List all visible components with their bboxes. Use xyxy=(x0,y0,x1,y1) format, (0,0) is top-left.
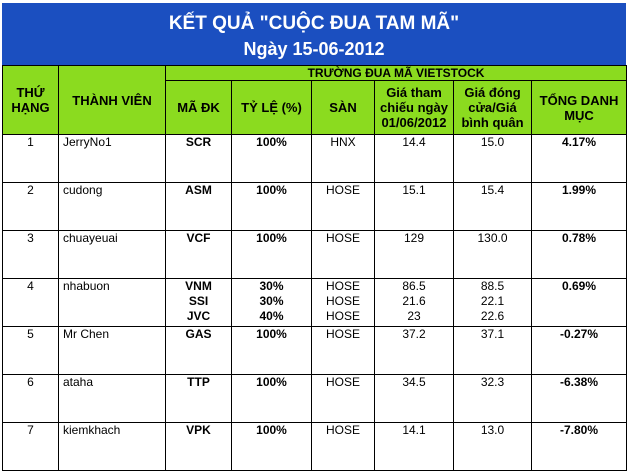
close-price-value: 15.4 xyxy=(480,183,505,197)
ticker-value: VNM xyxy=(185,279,212,293)
ticker-value: SSI xyxy=(188,294,209,308)
member-cell: cudong xyxy=(59,183,166,231)
exchange-cell xyxy=(312,231,375,279)
ref-price-value: 14.4 xyxy=(402,135,426,149)
member-cell: JerryNo1 xyxy=(59,135,166,183)
ref-price-value: 129 xyxy=(403,231,425,245)
ratio-value: 30% xyxy=(259,294,284,308)
ref-price-value: 37.2 xyxy=(402,327,426,341)
total-cell: 0.69% xyxy=(532,279,627,327)
exchange-cell xyxy=(312,423,375,471)
ratio-value: 100% xyxy=(256,375,287,389)
header-ratio: TỶ LỆ (%) xyxy=(232,81,312,135)
table-row xyxy=(3,135,627,183)
rank-cell: 2 xyxy=(3,183,59,231)
exchange-cell xyxy=(312,327,375,375)
header-ticker: MÃ ĐK xyxy=(166,81,232,135)
ratio-cell xyxy=(232,135,312,183)
ticker-cell xyxy=(166,183,232,231)
rank-cell: 7 xyxy=(3,423,59,471)
ticker-value: VCF xyxy=(186,231,211,245)
member-cell: kiemkhach xyxy=(59,423,166,471)
ticker-cell xyxy=(166,279,232,327)
ticker-cell xyxy=(166,423,232,471)
ratio-value: 100% xyxy=(256,231,287,245)
total-cell: 0.78% xyxy=(532,231,627,279)
ratio-value: 100% xyxy=(256,183,287,197)
sheet-date: Ngày 15-06-2012 xyxy=(243,39,385,59)
close-price-cell xyxy=(454,279,532,327)
header-exchange: SÀN xyxy=(312,81,375,135)
ratio-value: 100% xyxy=(256,135,287,149)
ref-price-cell xyxy=(375,327,454,375)
rank-cell: 1 xyxy=(3,135,59,183)
exchange-cell xyxy=(312,279,375,327)
total-cell: -7.80% xyxy=(532,423,627,471)
header-member: THÀNH VIÊN xyxy=(59,66,166,135)
ticker-cell xyxy=(166,135,232,183)
exchange-value: HOSE xyxy=(325,279,360,293)
ratio-value: 100% xyxy=(256,327,287,341)
header-rank: THỨ HẠNG xyxy=(3,66,59,135)
close-price-cell xyxy=(454,375,532,423)
exchange-value: HOSE xyxy=(325,183,360,197)
exchange-value: HOSE xyxy=(325,309,360,323)
ref-price-cell xyxy=(375,231,454,279)
ticker-value: TTP xyxy=(187,375,210,389)
header-group: TRƯỜNG ĐUA MÃ VIETSTOCK xyxy=(166,66,627,81)
header-total: TỔNG DANH MỤC xyxy=(532,81,627,135)
close-price-value: 22.6 xyxy=(480,309,505,323)
close-price-cell xyxy=(454,183,532,231)
close-price-cell xyxy=(454,423,532,471)
close-price-value: 130.0 xyxy=(477,231,508,245)
rank-cell: 3 xyxy=(3,231,59,279)
total-cell: 1.99% xyxy=(532,183,627,231)
close-price-value: 13.0 xyxy=(480,423,505,437)
ref-price-cell xyxy=(375,279,454,327)
exchange-value: HOSE xyxy=(325,327,360,341)
table-row xyxy=(3,423,627,471)
table-row xyxy=(3,183,627,231)
exchange-cell xyxy=(312,183,375,231)
total-cell: -0.27% xyxy=(532,327,627,375)
ratio-value: 100% xyxy=(256,423,287,437)
close-price-value: 15.0 xyxy=(480,135,505,149)
exchange-value: HOSE xyxy=(325,294,360,308)
results-table xyxy=(2,65,627,471)
title-band xyxy=(2,3,626,65)
ref-price-cell xyxy=(375,375,454,423)
results-body xyxy=(3,135,627,471)
ratio-cell xyxy=(232,231,312,279)
ref-price-value: 34.5 xyxy=(402,375,426,389)
ref-price-cell xyxy=(375,135,454,183)
ticker-value: ASM xyxy=(185,183,212,197)
ref-price-cell xyxy=(375,423,454,471)
table-row xyxy=(3,279,627,327)
ref-price-value: 14.1 xyxy=(402,423,426,437)
table-row xyxy=(3,327,627,375)
rank-cell: 6 xyxy=(3,375,59,423)
ratio-cell xyxy=(232,279,312,327)
ratio-cell xyxy=(232,183,312,231)
ratio-cell xyxy=(232,423,312,471)
member-cell: nhabuon xyxy=(59,279,166,327)
close-price-cell xyxy=(454,231,532,279)
member-cell: Mr Chen xyxy=(59,327,166,375)
exchange-value: HOSE xyxy=(325,423,360,437)
header-ref-price: Giá tham chiếu ngày 01/06/2012 xyxy=(375,81,454,135)
ref-price-value: 86.5 xyxy=(402,279,426,293)
ticker-value: GAS xyxy=(185,327,212,341)
ratio-cell xyxy=(232,327,312,375)
ratio-value: 40% xyxy=(259,309,284,323)
ref-price-value: 21.6 xyxy=(402,294,426,308)
close-price-value: 88.5 xyxy=(480,279,505,293)
ticker-cell xyxy=(166,375,232,423)
total-cell: -6.38% xyxy=(532,375,627,423)
close-price-value: 22.1 xyxy=(480,294,505,308)
exchange-cell xyxy=(312,135,375,183)
header-close-price: Giá đóng cửa/Giá bình quân xyxy=(454,81,532,135)
ref-price-value: 23 xyxy=(407,309,421,323)
close-price-cell xyxy=(454,135,532,183)
member-cell: ataha xyxy=(59,375,166,423)
ticker-value: JVC xyxy=(186,309,211,323)
ticker-value: VPK xyxy=(186,423,211,437)
exchange-value: HOSE xyxy=(325,231,360,245)
exchange-value: HOSE xyxy=(325,375,360,389)
ticker-cell xyxy=(166,231,232,279)
table-row xyxy=(3,375,627,423)
sheet-title: KẾT QUẢ "CUỘC ĐUA TAM MÃ" xyxy=(168,13,460,34)
exchange-cell xyxy=(312,375,375,423)
member-cell: chuayeuai xyxy=(59,231,166,279)
total-cell: 4.17% xyxy=(532,135,627,183)
close-price-value: 32.3 xyxy=(480,375,505,389)
rank-cell: 5 xyxy=(3,327,59,375)
close-price-value: 37.1 xyxy=(480,327,505,341)
rank-cell: 4 xyxy=(3,279,59,327)
ratio-cell xyxy=(232,375,312,423)
table-row xyxy=(3,231,627,279)
close-price-cell xyxy=(454,327,532,375)
ratio-value: 30% xyxy=(259,279,284,293)
ref-price-cell xyxy=(375,183,454,231)
ref-price-value: 15.1 xyxy=(402,183,426,197)
ticker-value: SCR xyxy=(185,135,212,149)
ticker-cell xyxy=(166,327,232,375)
exchange-value: HNX xyxy=(330,135,356,149)
